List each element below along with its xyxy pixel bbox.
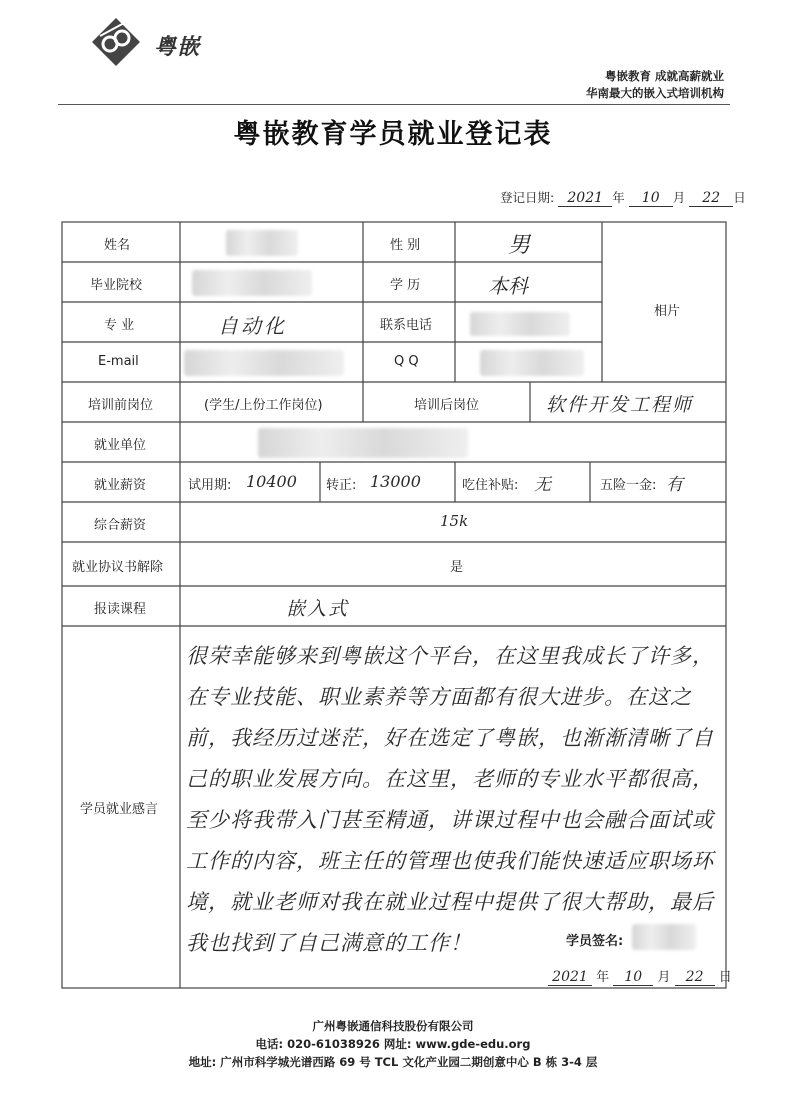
- sign-month-unit: 月: [657, 970, 671, 985]
- pre-position-label: 培训前岗位: [88, 398, 154, 413]
- gender-label: 性 别: [390, 238, 421, 253]
- gender-value: 男: [508, 233, 531, 258]
- phone-redacted: [470, 312, 570, 336]
- slogan-line-2: 华南最大的嵌入式培训机构: [586, 86, 724, 100]
- footer-contact: 电话: 020-61038926 网址: www.gde-edu.org: [255, 1037, 531, 1051]
- salary-label: 就业薪资: [94, 478, 147, 493]
- major-value: 自动化: [218, 314, 287, 338]
- major-label: 专 业: [104, 318, 135, 333]
- sign-year: 2021: [548, 969, 592, 986]
- signature-date: [548, 966, 732, 986]
- registration-day: 22: [689, 190, 733, 207]
- footer-company: 广州粤嵌通信科技股份有限公司: [312, 1019, 474, 1033]
- pre-position-hint: (学生/上份工作岗位): [204, 398, 323, 413]
- allowance-label: 吃住补贴:: [462, 478, 519, 493]
- agreement-value: 是: [450, 560, 464, 575]
- name-label: 姓名: [104, 238, 131, 253]
- photo-label: 相片: [654, 304, 681, 319]
- employer-label: 就业单位: [94, 438, 147, 453]
- testimonial-label: 学员就业感言: [80, 802, 159, 817]
- school-label: 毕业院校: [90, 278, 143, 293]
- signature-redacted: [632, 924, 696, 950]
- post-position-label: 培训后岗位: [414, 398, 480, 413]
- email-redacted: [184, 350, 344, 376]
- registration-date-label: 登记日期:: [500, 190, 555, 205]
- phone-label: 联系电话: [380, 318, 433, 333]
- sign-day: 22: [675, 969, 715, 986]
- name-redacted: [226, 230, 298, 256]
- allowance-value: 无: [534, 475, 551, 495]
- education-label: 学 历: [390, 278, 421, 293]
- email-label: E-mail: [98, 354, 139, 369]
- registration-year-unit: 年: [612, 190, 625, 205]
- total-salary-label: 综合薪资: [94, 518, 147, 533]
- registration-year: 2021: [558, 190, 612, 207]
- regular-value: 13000: [370, 472, 421, 491]
- registration-month-unit: 月: [672, 190, 686, 205]
- total-salary-value: 15k: [440, 512, 469, 530]
- regular-label: 转正:: [326, 478, 357, 493]
- post-position-value: 软件开发工程师: [546, 394, 694, 416]
- qq-label: Q Q: [394, 354, 419, 369]
- registration-day-unit: 日: [733, 190, 746, 205]
- testimonial-text: 很荣幸能够来到粤嵌这个平台，在这里我成长了许多，在专业技能、职业素养等方面都有很大进步。在这之前，我经历过迷茫，好在选定了粤嵌，也渐渐清晰了自己的职业发展方向。在这里，老师的专业水平都很高，至少将我带入门甚至精通，讲课过程中也会融合面试或工作的内容，班主任的管理也使我们能快速适应职场环境，就业老师对我在就业过程中提供了很大帮助，最后我也找到了自己满意的工作！: [186, 644, 714, 955]
- course-value: 嵌入式: [286, 598, 350, 620]
- registration-month: 10: [629, 190, 673, 207]
- probation-value: 10400: [246, 472, 297, 491]
- sign-day-unit: 日: [718, 970, 732, 985]
- qq-redacted: [480, 350, 584, 376]
- sign-month: 10: [613, 969, 653, 986]
- probation-label: 试用期:: [188, 478, 232, 493]
- footer-address: 地址: 广州市科学城光谱西路 69 号 TCL 文化产业园二期创意中心 B 栋 3-4 层: [188, 1055, 598, 1069]
- employer-redacted: [258, 428, 468, 458]
- signature-label: 学员签名:: [566, 934, 624, 949]
- agreement-label: 就业协议书解除: [72, 560, 164, 575]
- course-label: 报读课程: [94, 602, 147, 617]
- insurance-label: 五险一金:: [600, 478, 657, 493]
- logo-text: 粤嵌: [154, 35, 201, 60]
- page-title: 粤嵌教育学员就业登记表: [233, 119, 553, 150]
- education-value: 本科: [488, 274, 528, 298]
- slogan-line-1: 粤嵌教育 成就高薪就业: [604, 69, 724, 83]
- sign-year-unit: 年: [596, 970, 610, 985]
- school-redacted: [192, 270, 312, 296]
- insurance-value: 有: [666, 475, 683, 495]
